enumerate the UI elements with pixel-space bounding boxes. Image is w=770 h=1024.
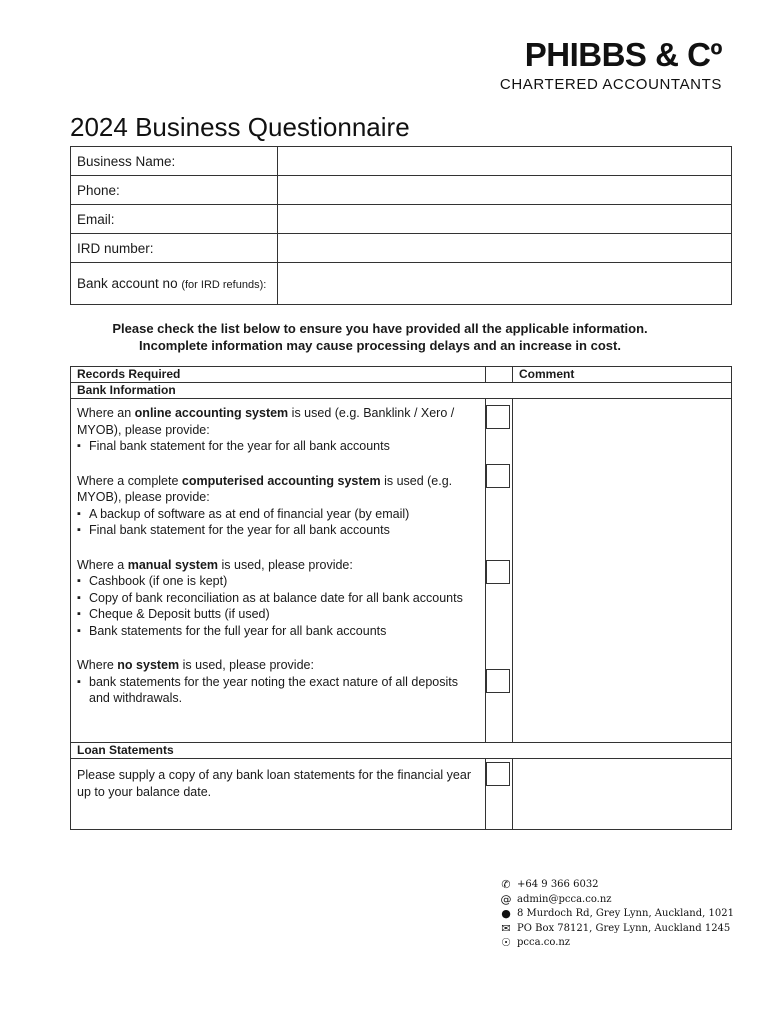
globe-icon: ☉: [501, 936, 511, 949]
bank-account-row: [71, 263, 732, 305]
bank-section-row: [71, 383, 732, 399]
logo-tagline: CHARTERED ACCOUNTANTS: [499, 76, 722, 93]
loan-records-row: [71, 759, 732, 830]
checkbox-header: [486, 367, 513, 383]
computerised-system-bold: computerised accounting system: [181, 473, 381, 488]
email-label: Email:: [71, 205, 278, 234]
location-pin-icon: ●: [501, 907, 511, 920]
list-item: ▪ Bank statements for the full year for all bank accounts: [77, 623, 479, 640]
manual-system-block: [77, 557, 479, 640]
list-item: ▪ Copy of bank reconciliation as at balance date for all bank accounts: [77, 590, 479, 607]
list-item: ▪ Final bank statement for the year for all bank accounts: [77, 522, 479, 539]
business-info-table: [70, 146, 732, 305]
records-table: [70, 366, 732, 830]
instructions-notice: [70, 320, 690, 354]
loan-records-cell: [71, 759, 486, 830]
ird-row: [71, 234, 732, 263]
envelope-icon: ✉: [501, 921, 511, 935]
loan-text: Please supply a copy of any bank loan statements for the financial year up to your balance date.: [77, 768, 471, 799]
contact-details: [500, 878, 734, 951]
loan-section-row: [71, 743, 732, 759]
no-system-text: Where no system is used, please provide:: [77, 658, 314, 672]
ird-field[interactable]: [278, 234, 732, 263]
business-name-label: Business Name:: [71, 147, 278, 176]
manual-system-list: [77, 573, 479, 639]
contact-address: ● 8 Murdoch Rd, Grey Lynn, Auckland, 1021: [501, 907, 734, 920]
contact-email: @ admin@pcca.co.nz: [500, 892, 612, 906]
ird-label: IRD number:: [71, 234, 278, 263]
online-system-block: [77, 405, 479, 455]
manual-system-text: Where a manual system is used, please provide:: [77, 557, 353, 572]
bank-account-field[interactable]: [278, 263, 732, 305]
bank-account-label: [71, 263, 278, 305]
computerised-system-text: Where a complete computerised accounting system is used (e.g. MYOB), please provide:: [77, 473, 453, 504]
list-item: ▪ bank statements for the year noting the exact nature of all deposits and withdrawals.: [77, 674, 479, 707]
bank-records-cell: [71, 399, 486, 743]
loan-statements-checkbox[interactable]: [486, 762, 510, 786]
contact-web: ☉ pcca.co.nz: [501, 936, 571, 949]
no-system-checkbox[interactable]: [486, 669, 510, 693]
online-system-list: [77, 438, 479, 455]
list-item: ▪ Final bank statement for the year for all bank accounts: [77, 438, 479, 455]
notice-line-1: Please check the list below to ensure you have provided all the applicable information.: [112, 321, 648, 336]
email-row: [71, 205, 732, 234]
notice-line-2: Incomplete information may cause processing delays and an increase in cost.: [139, 338, 621, 353]
manual-system-checkbox[interactable]: [486, 560, 510, 584]
records-required-header: Records Required: [71, 367, 486, 383]
company-logo: [500, 38, 722, 93]
computerised-system-block: [77, 473, 479, 539]
bank-account-label-main: Bank account no: [77, 276, 182, 291]
comment-header: Comment: [513, 367, 732, 383]
online-system-checkbox[interactable]: [486, 405, 510, 429]
page-title: 2024 Business Questionnaire: [70, 112, 410, 142]
computerised-system-checkbox[interactable]: [486, 464, 510, 488]
email-field[interactable]: [278, 205, 732, 234]
bank-account-label-note: (for IRD refunds):: [181, 279, 267, 291]
phone-row: [71, 176, 732, 205]
bank-section-heading: Bank Information: [71, 383, 732, 399]
contact-phone: ✆ +64 9 366 6032: [501, 878, 599, 891]
loan-section-heading: Loan Statements: [71, 743, 732, 759]
list-item: ▪ Cashbook (if one is kept): [77, 573, 479, 590]
phone-field[interactable]: [278, 176, 732, 205]
loan-comment-field[interactable]: [513, 759, 732, 830]
list-item: ▪ A backup of software as at end of financial year (by email): [77, 506, 479, 523]
no-system-list: [77, 674, 479, 707]
online-system-text: Where an online accounting system is used (e.g. Banklink / Xero / MYOB), please provide:: [77, 406, 455, 437]
computerised-system-list: [77, 506, 479, 539]
phone-label: Phone:: [71, 176, 278, 205]
bank-comment-field[interactable]: [513, 399, 732, 743]
business-name-row: [71, 147, 732, 176]
phone-icon: ✆: [501, 878, 511, 891]
business-name-field[interactable]: [278, 147, 732, 176]
contact-pobox: ✉ PO Box 78121, Grey Lynn, Auckland 1245: [501, 921, 731, 935]
manual-system-bold: manual system: [127, 557, 219, 572]
no-system-block: [77, 657, 479, 707]
online-system-bold: online accounting system: [134, 406, 289, 420]
bank-records-row: [71, 399, 732, 743]
logo-wordmark: PHIBBS & Cº: [524, 36, 722, 73]
no-system-bold: no system: [117, 658, 180, 672]
list-item: ▪ Cheque & Deposit butts (if used): [77, 606, 479, 623]
at-icon: @: [500, 892, 512, 906]
records-header-row: [71, 367, 732, 383]
